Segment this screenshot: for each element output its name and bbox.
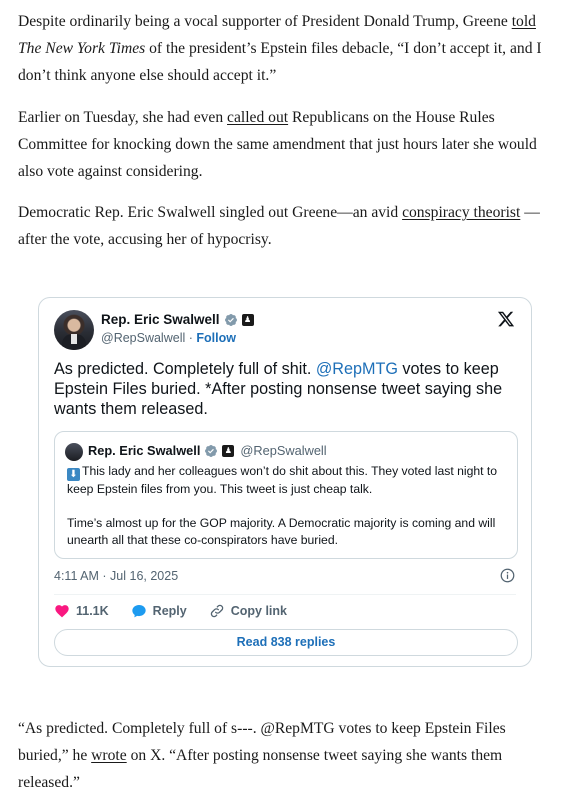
reply-button[interactable] xyxy=(131,603,187,619)
reply-bubble-icon xyxy=(131,603,147,619)
author-row xyxy=(101,312,254,327)
paragraph-3: Democratic Rep. Eric Swalwell singled out Greene—an avid conspiracy theorist —after the vote, accusing her of hypocrisy. xyxy=(18,204,540,248)
down-arrow-icon: ⬇ xyxy=(67,468,80,481)
like-count: 11.1K xyxy=(76,604,109,618)
avatar[interactable] xyxy=(54,310,94,350)
tweet-actions xyxy=(54,603,309,619)
heart-icon xyxy=(54,603,70,619)
copy-link-button[interactable] xyxy=(209,603,287,619)
reply-label: Reply xyxy=(152,604,187,618)
info-icon[interactable] xyxy=(500,568,515,583)
link-icon xyxy=(209,603,225,619)
follow-button[interactable]: Follow xyxy=(196,331,236,345)
quote-verified-badge-icon xyxy=(204,444,218,458)
quote-author-row xyxy=(88,443,327,458)
wrote-link[interactable]: wrote xyxy=(91,747,127,764)
nyt-italic: The New York Times xyxy=(18,40,146,57)
actions-divider xyxy=(54,594,516,595)
embedded-tweet[interactable] xyxy=(38,297,532,667)
mention-link[interactable]: @RepMTG xyxy=(315,360,398,378)
copy-link-label: Copy link xyxy=(230,604,287,618)
like-button[interactable] xyxy=(54,603,109,619)
quote-government-badge-icon: ♟ xyxy=(222,445,234,457)
government-badge-icon: ♟ xyxy=(242,314,254,326)
called-out-link[interactable]: called out xyxy=(227,109,289,126)
quote-line-2: Time’s almost up for the GOP majority. A Democratic majority is coming and will unearth all that these co-conspirators have buried. xyxy=(67,516,496,547)
quote-line-1: ⬇ This lady and her colleagues won’t do shit about this. They voted last night to keep Epstein files from you. This tweet is just cheap talk. xyxy=(67,464,498,496)
handle-row: @RepSwalwell · Follow xyxy=(101,331,236,345)
tweet-text: As predicted. Completely full of shit. @RepMTG votes to keep Epstein Files buried. *After posting nonsense tweet saying she wants them released. xyxy=(54,360,503,418)
author-name[interactable]: Rep. Eric Swalwell xyxy=(101,312,220,327)
paragraph-1: Despite ordinarily being a vocal supporter of President Donald Trump, Greene told The New York Times of the president’s Epstein files debacle, “I don’t accept it, and I don’t think anyone else should accept it.” xyxy=(18,13,542,84)
quote-author-name: Rep. Eric Swalwell xyxy=(88,443,201,458)
tweet-timestamp[interactable]: 4:11 AM · Jul 16, 2025 xyxy=(54,569,179,583)
quote-text xyxy=(67,463,511,549)
conspiracy-theorist-link[interactable]: conspiracy theorist xyxy=(402,204,521,221)
author-handle[interactable]: @RepSwalwell xyxy=(101,331,186,345)
told-link[interactable]: told xyxy=(511,13,536,30)
quote-author-handle: @RepSwalwell xyxy=(240,443,327,458)
x-logo-icon[interactable] xyxy=(497,310,515,328)
quoted-tweet[interactable] xyxy=(54,431,518,559)
verified-badge-icon xyxy=(224,313,238,327)
quote-avatar xyxy=(65,443,83,461)
read-replies-button[interactable]: Read 838 replies xyxy=(54,629,518,656)
paragraph-4: “As predicted. Completely full of s---. @RepMTG votes to keep Epstein Files buried,” he wrote on X. “After posting nonsense tweet saying she wants them released.” xyxy=(18,720,506,791)
paragraph-2: Earlier on Tuesday, she had even called out Republicans on the House Rules Committee for knocking down the same amendment that just hours later she would also vote against considering. xyxy=(18,109,537,180)
